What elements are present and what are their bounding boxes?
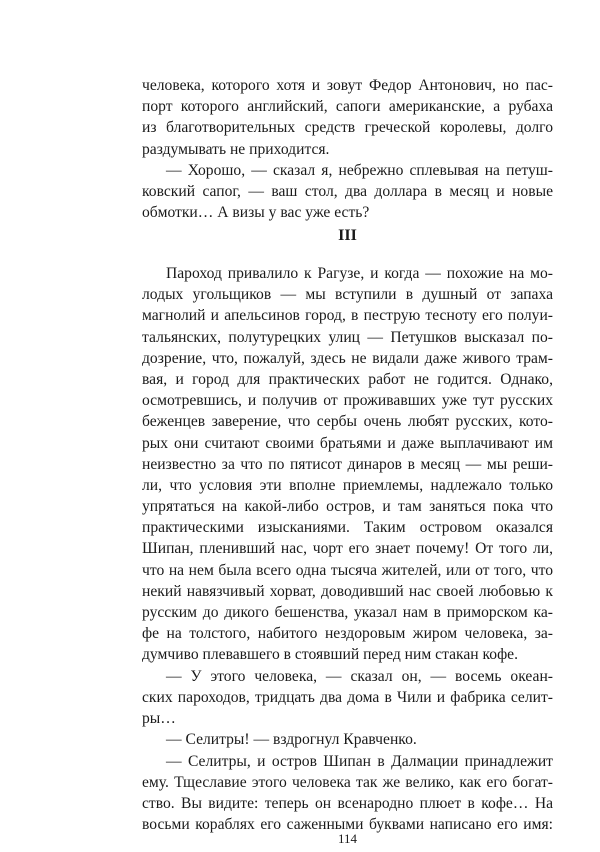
text-line: думчиво плевавшего в стоявший перед ним стакан кофе. xyxy=(142,646,519,664)
paragraph-6 xyxy=(142,751,553,836)
text-line: порт которого английский, сапоги американские, а рубаха xyxy=(142,98,553,116)
text-line: ских пароходов, тридцать два дома в Чили и фабрика селит- xyxy=(142,688,553,706)
text-line: ры… xyxy=(142,710,176,728)
text-line: лодых угольщиков — мы вступили в душный от запаха xyxy=(142,286,553,304)
text-line: — Хорошо, — сказал я, небрежно сплевывая на петуш- xyxy=(166,161,553,179)
text-line: дозрение, что, пожалуй, здесь не видали даже живого трам- xyxy=(142,349,553,367)
chapter-heading: III xyxy=(338,227,357,244)
paragraph-2 xyxy=(142,160,553,224)
page-number: 114 xyxy=(337,831,358,846)
text-line: русским до дикого бешенства, указал нам в приморском ка- xyxy=(142,604,553,621)
text-line: осмотревшись, и получив от проживавших уже тут русских xyxy=(142,392,553,410)
text-line: беженцев заверение, что сербы очень любят русских, кото- xyxy=(142,413,553,431)
text-line: неизвестно за что по пятисот динаров в месяц — мы реши- xyxy=(142,455,553,473)
text-line: обмотки… А визы у вас уже есть? xyxy=(142,204,370,222)
text-line: что на нем была всего одна тысяча жителей, или от того, что xyxy=(142,561,553,579)
text-line: из благотворительных средств греческой королевы, долго xyxy=(142,119,553,137)
text-line: тальянских, полутурецких улиц — Петушков высказал по- xyxy=(142,328,553,346)
text-line: — У этого человека, — сказал он, — восемь океан- xyxy=(166,667,553,685)
text-line: вая, и город для практических работ не годится. Однако, xyxy=(142,370,553,388)
text-line: ковский сапог, — ваш стол, два доллара в месяц и новые xyxy=(142,182,553,200)
text-line: человека, которого хотя и зовут Федор Антонович, но пас- xyxy=(142,77,553,94)
text-line: фе на толстого, набитого нездоровым жиром человека, за- xyxy=(142,625,553,643)
text-line: — Селитры, и остров Шипан в Далмации принадлежит xyxy=(166,752,553,770)
paragraph-3 xyxy=(142,263,553,666)
text-line: рых они считают своими братьями и даже выплачивают им xyxy=(142,434,553,452)
paragraph-1 xyxy=(142,75,553,160)
text-line: Шипан, пленивший нас, чорт его знает почему! От того ли, xyxy=(142,540,553,558)
text-line: — Селитры! — вздрогнул Кравченко. xyxy=(166,731,417,749)
paragraph-5 xyxy=(142,729,553,750)
text-line: ему. Тщеславие этого человека так же велико, как его богат- xyxy=(142,773,553,791)
text-line: раздумывать не приходится. xyxy=(142,140,330,158)
text-line: Пароход привалило к Рагузе, и когда — похожие на мо- xyxy=(166,265,553,282)
text-line: упрятаться на какой-либо остров, и там заняться пока что xyxy=(142,498,553,516)
text-line: практическими изысканиями. Таким островом оказался xyxy=(142,519,553,537)
text-line: ство. Вы видите: теперь он всенародно плюет в кофе… На xyxy=(142,794,553,812)
text-line: магнолий и апельсинов город, в пеструю тесноту его полуи- xyxy=(142,307,553,325)
text-line: некий навязчивый хорват, доводивший нас своей любовью к xyxy=(142,582,553,600)
paragraph-4 xyxy=(142,666,553,730)
text-line: восьми кораблях его саженными буквами написано его имя: xyxy=(142,816,553,834)
text-line: ли, что условия эти вполне приемлемы, надлежало только xyxy=(142,476,553,494)
